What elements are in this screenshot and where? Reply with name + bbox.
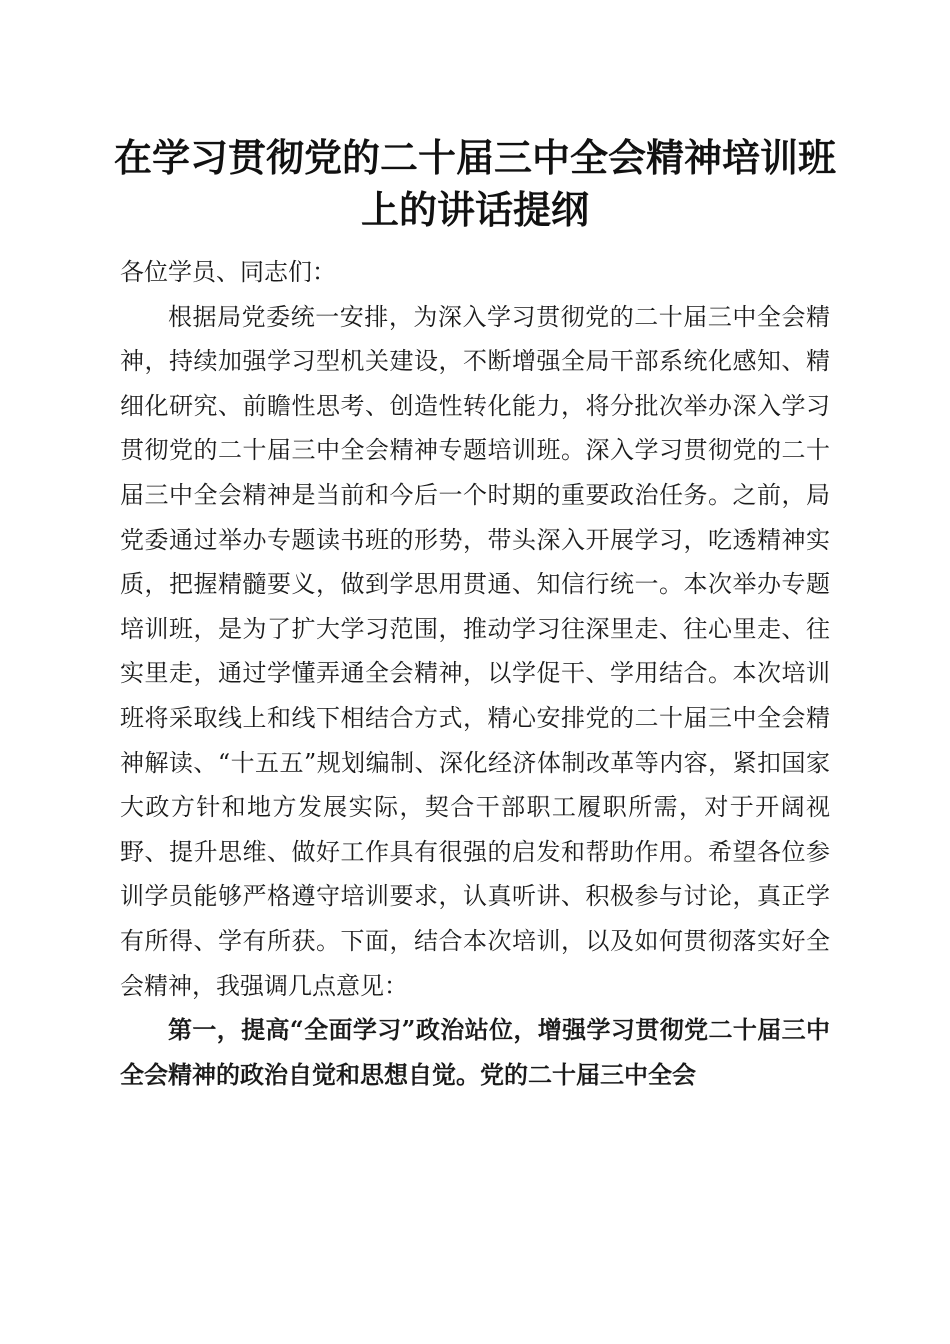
document-title: 在学习贯彻党的二十届三中全会精神培训班上的讲话提纲 (113, 135, 836, 232)
salutation: 各位学员、同志们： (120, 258, 336, 286)
body-paragraph-point-one: 第一，提高“全面学习”政治站位，增强学习贯彻党二十届三中全会精神的政治自觉和思想自觉。党的二十届三中全会 (120, 1015, 830, 1089)
document-body (120, 250, 830, 1097)
body-paragraph: 根据局党委统一安排，为深入学习贯彻党的二十届三中全会精神，持续加强学习型机关建设，不断增强全局干部系统化感知、精细化研究、前瞻性思考、创造性转化能力，将分批次举办深入学习贯彻党的二十届三中全会精神专题培训班。深入学习贯彻党的二十届三中全会精神是当前和今后一个时期的重要政治任务。之前，局党委通过举办专题读书班的形势，带头深入开展学习，吃透精神实质，把握精髓要义，做到学思用贯通、知信行统一。本次举办专题培训班，是为了扩大学习范围，推动学习往深里走、往心里走、往实里走，通过学懂弄通全会精神，以学促干、学用结合。本次培训班将采取线上和线下相结合方式，精心安排党的二十届三中全会精神解读、“十五五”规划编制、深化经济体制改革等内容，紧扣国家大政方针和地方发展实际，契合干部职工履职所需，对于开阔视野、提升思维、做好工作具有很强的启发和帮助作用。希望各位参训学员能够严格遵守培训要求，认真听讲、积极参与讨论，真正学有所得、学有所获。下面，结合本次培训，以及如何贯彻落实好全会精神，我强调几点意见： (120, 302, 830, 1000)
